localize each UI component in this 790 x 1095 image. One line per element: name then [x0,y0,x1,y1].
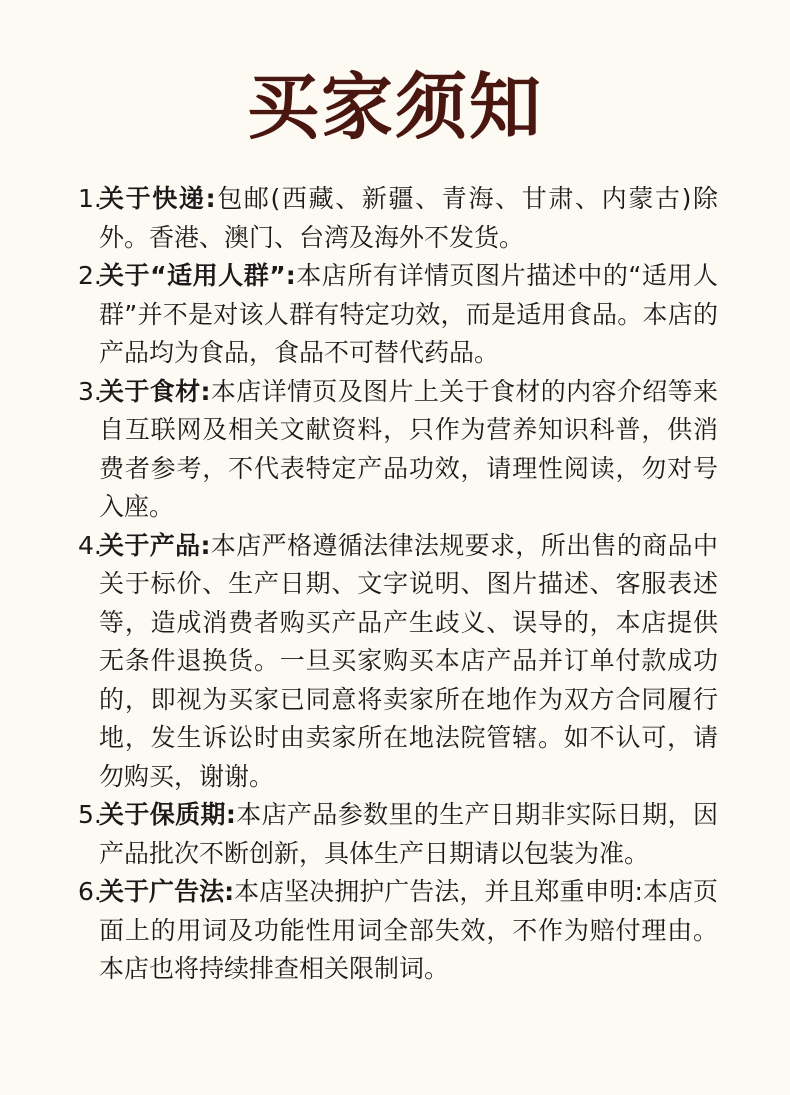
notice-body: 本店严格遵循法律法规要求，所出售的商品中关于标价、生产日期、文字说明、图片描述、客服表述等，造成消费者购买产品产生歧义、误导的，本店提供无条件退换货。一旦买家购买本店产品并订单付款成功的，即视为买家已同意将卖家所在地作为双方合同履行地，发生诉讼时由卖家所在地法院管辖。如不认可，请勿购买，谢谢。 [99,530,718,791]
notice-heading: 关于“适用人群”: [99,261,296,290]
notice-item-ingredients [78,373,718,527]
notice-list [78,180,718,989]
notice-item-advertising-law [78,873,718,989]
notice-body: 包邮(西藏、新疆、青海、甘肃、内蒙古)除外。香港、澳门、台湾及海外不发货。 [99,184,719,252]
notice-content [99,873,718,989]
notice-content [99,257,718,373]
notice-body: 本店所有详情页图片描述中的“适用人群”并不是对该人群有特定功效，而是适用食品。本店的产品均为食品，食品不可替代药品。 [99,261,718,367]
notice-body: 本店产品参数里的生产日期非实际日期，因产品批次不断创新，具体生产日期请以包装为准。 [99,800,718,868]
notice-item-target-group [78,257,718,373]
notice-number: 5. [78,800,102,829]
page-title: 买家须知 [246,64,543,149]
notice-number: 3. [78,376,102,406]
notice-heading: 关于广告法: [99,877,235,906]
notice-number: 2. [78,261,102,290]
notice-heading: 关于产品: [99,530,211,560]
notice-number: 4. [78,530,102,560]
notice-item-products [78,527,718,797]
notice-item-shelf-life [78,796,718,873]
notice-content [99,180,718,257]
notice-heading: 关于快递: [99,184,216,213]
notice-heading: 关于保质期: [99,800,236,829]
notice-body: 本店坚决拥护广告法，并且郑重申明:本店页面上的用词及功能性用词全部失效，不作为赔付理由。本店也将持续排查相关限制词。 [99,877,718,983]
notice-body: 本店详情页及图片上关于食材的内容介绍等来自互联网及相关文献资料，只作为营养知识科普，供消费者参考，不代表特定产品功效，请理性阅读，勿对号入座。 [99,376,718,521]
notice-heading: 关于食材: [99,376,211,406]
notice-number: 1. [78,184,102,213]
notice-item-shipping [78,180,718,257]
notice-content [99,527,718,797]
notice-number: 6. [78,877,102,906]
notice-content [99,373,718,527]
notice-content [99,796,718,873]
